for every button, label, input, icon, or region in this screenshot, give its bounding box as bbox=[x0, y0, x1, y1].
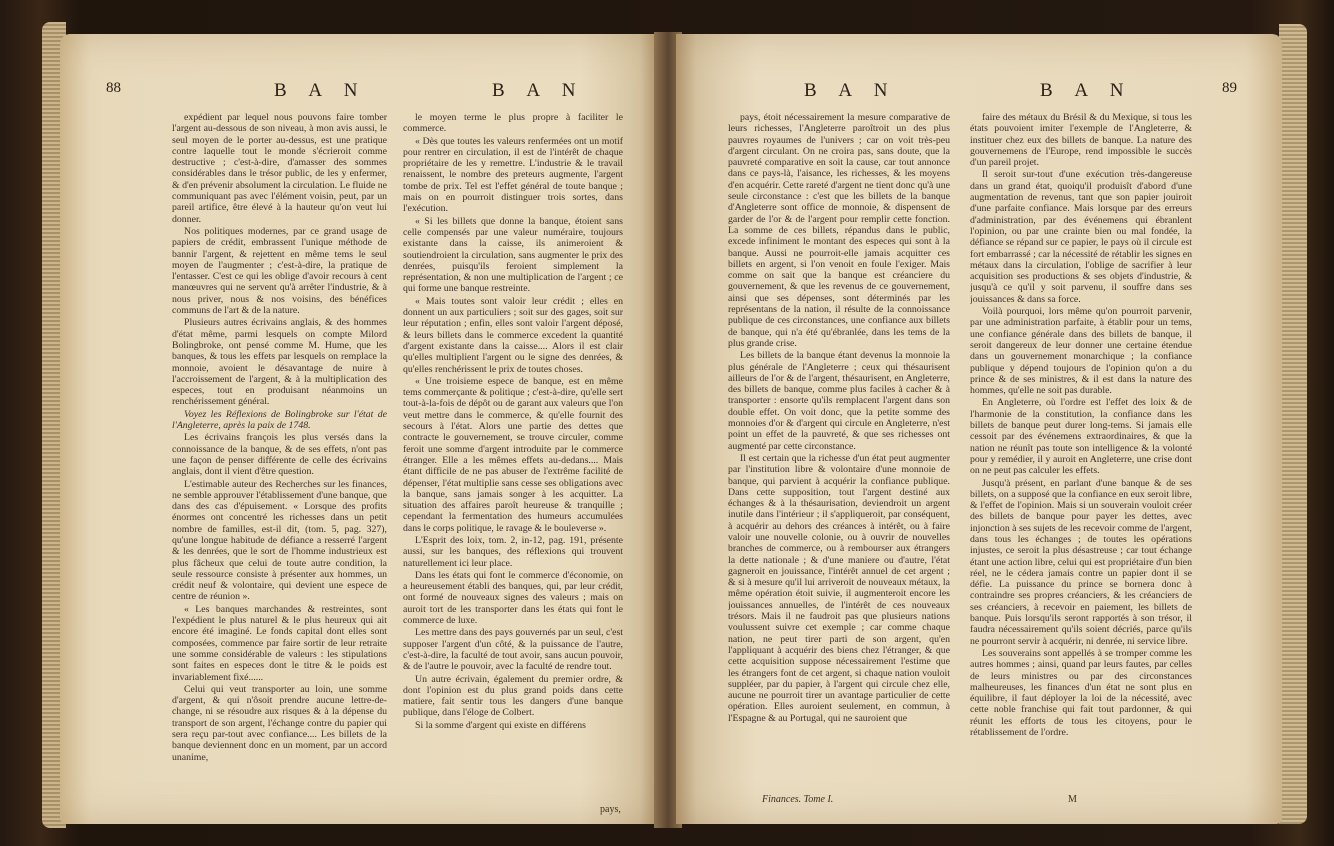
open-book bbox=[42, 18, 1307, 830]
paragraph: Voilà pourquoi, lors même qu'on pourroit parvenir, par une administration parfaite, à établir pour un tems, une confiance générale dans des billets de banque, il seroit dangereux de leur donner une certaine étendue dans un gouvernement monarchique ; la confiance publique y dépend toujours de l'opinion qu'on a du prince & de ses ministres, & il est dans la nature des hommes, qu'elle ne soit pas durable. bbox=[970, 306, 1192, 397]
paragraph: faire des métaux du Brésil & du Mexique, si tous les états pouvoient imiter l'exemple de l'Angleterre, & instituer chez eux des billets de banque. La nature des gouvernemens de l'Europe, rend impossible le succès d'un pareil projet. bbox=[970, 112, 1192, 169]
paragraph: pays, étoit nécessairement la mesure comparative de leurs richesses, l'Angleterre paroîtroit un des plus pauvres royaumes de l'univers ; car on voit très-peu d'argent circulant. On ne croira pas, sans doute, que la pauvreté comparative en soit la cause, car tout annonce dans ce pays-là, l'aisance, les richesses, & les moyens d'en acquérir. Cette rareté d'argent ne tient donc qu'à une seule circonstance : c'est que les billets de la banque d'Angleterre sont office de monnoie, & dispensent de garder de l'or & de l'argent pour remplir cette fonction. La somme de ces billets, répandus dans le public, excede infiniment le montant des especes qui sont à la banque. Aussi ne pourroit-elle jamais acquitter ces billets en argent, si l'on venoit en foule l'exiger. Mais comme on sait que la banque est créanciere du gouvernement, & que les revenus de ce gouvernement, ainsi que ses dépenses, sont déterminés par les représentans de la nation, il résulte de la connoissance publique de ces circonstances, une confiance aux billets de banque, qui n'a été qu'ébranlée, dans les tems de la plus grande crise. bbox=[728, 112, 950, 349]
running-head: B A N bbox=[804, 80, 897, 101]
left-page bbox=[60, 34, 660, 824]
paragraph: « Une troisieme espece de banque, est en même tems commerçante & politique ; c'est-à-dire, qu'elle sert tout-à-la-fois de dépôt ou de garant aux valeurs que l'on veut mettre dans le commerce, & qu'elle fournit des secours à l'état. Alors une partie des dettes que contracte le gouvernement, se trouve circuler, comme feroit une somme d'argent introduite par le commerce étranger. Elle a les mêmes effets au-dedans.... Mais étant difficile de ne pas abuser de l'extrême facilité de dépenser, l'état multiplie sans cesse ses obligations avec la banque, sans jamais songer à les acquitter. La situation des affaires paroît heureuse & tranquille ; cependant la fermentation des humeurs accumulées dans le corps politique, le ravage & le bouleverse ». bbox=[403, 375, 623, 534]
text-column-2 bbox=[970, 112, 1192, 802]
right-page bbox=[676, 34, 1282, 824]
paragraph: Un autre écrivain, également du premier ordre, & dont l'opinion est du plus grand poids dans cette matiere, fait sentir tous les dangers d'une banque publique, dans l'éloge de Colbert. bbox=[403, 673, 623, 719]
catchword: pays, bbox=[600, 804, 621, 815]
paragraph: « Les banques marchandes & restreintes, sont l'expédient le plus naturel & le plus heureux qui ait encore été imaginé. Le fonds capital dont elles sont composées, commence par faire sortir de leur retraite une somme considérable de valeurs : les stipulations sont faites en especes dont le titre & le poids est invariablement fixé...... bbox=[172, 603, 387, 683]
text-column-1 bbox=[728, 112, 950, 792]
running-head: B A N bbox=[1040, 80, 1133, 101]
paragraph: Jusqu'à présent, en parlant d'une banque & de ses billets, on a supposé que la confiance en eux seroit libre, & l'effet de l'opinion. Mais si un souverain vouloit créer des billets de banque pour payer les dettes, avec injonction à ses sujets de les recevoir comme de l'argent, dans tous les échanges ; de toutes les opérations injustes, ce seroit la plus désastreuse ; car tout échange étant une action libre, celui qui est propriétaire d'un bien réel, ne le cédera jamais contre un papier dont il se défie. La puissance du prince se bornera donc à contraindre ses propres créanciers, & les créanciers de ses créanciers, à recevoir en paiement, les billets de banque. Puis lorsqu'ils seront rapportés à son trésor, il faudra nécessairement qu'ils soient décriés, parce qu'ils ne pourront servir à acquérir, ni denrée, ni service libre. bbox=[970, 477, 1192, 647]
paragraph: Il est certain que la richesse d'un état peut augmenter par l'institution libre & volontaire d'une monnoie de banque, qui parvient à acquérir la confiance publique. Dans cette supposition, tout l'argent destiné aux échanges & à la thésaurisation, deviendroit un argent inutile dans l'intérieur ; il s'appliqueroit, par conséquent, à acquérir au dehors des créances à intérêt, ou à faire valoir une nouvelle colonie, ou à ouvrir de nouvelles branches de commerce, ou à rembourser aux étrangers la dette nationale ; & d'une maniere ou d'autre, l'état gagneroit en jouissance, l'intérêt annuel de cet argent ; & si à mesure qu'il lui arriveroit de nouveaux métaux, la même opération étoit suivie, il augmenteroit encore les jouissances annuelles, de l'intérêt de ces nouveaux trésors. Mais il ne faudroit pas que plusieurs nations voulussent suivre cet exemple ; car comme chaque nation, ne peut tirer parti de son argent, qu'en l'appliquant à acquérir des biens chez l'étranger, & que cette acquisition suppose nécessairement l'estime que les étrangers font de cet argent, si chaque nation vouloit suppléer, par du papier, à l'argent qui circule chez elle, aucune ne pourroit tirer un avantage particulier de cette opération. Elles auroient seulement, en commun, à l'Espagne & au Portugal, qui ne sauroient que bbox=[728, 452, 950, 724]
paragraph: Les mettre dans des pays gouvernés par un seul, c'est supposer l'argent d'un côté, & la puissance de l'autre, c'est-à-dire, la faculté de tout avoir, sans aucun pouvoir, & de l'autre le pouvoir, avec la faculté de rendre tout. bbox=[403, 627, 623, 673]
paragraph: Il seroit sur-tout d'une exécution très-dangereuse dans un grand état, quoiqu'il produisît d'abord d'une augmentation de revenus, tant que son papier jouiroit d'une parfaite confiance. Mais lorsque par des erreurs d'administration, par des événemens qui ébranlent l'opinion, ou par une crainte bien ou mal fondée, la défiance se répand sur ce papier, le pays où il circule est fort embarrassé ; car la nécessité de rétablir les signes en métaux dans la circulation, l'oblige de sacrifier à leur acquisition ses productions & ses objets d'industrie, & jusqu'à ce qu'il y soit parvenu, il souffre dans ses jouissances & dans sa force. bbox=[970, 169, 1192, 305]
paragraph: Les billets de la banque étant devenus la monnoie la plus générale de l'Angleterre ; ceux qui thésaurisent ailleurs de l'or & de l'argent, thésaurisent, en Angleterre, des billets de banque, comme plus faciles à cacher & à transporter : ensorte qu'ils remplacent l'argent dans son double effet. On voit donc, que la petite somme des monnoies d'or & d'argent qui circule en Angleterre, n'est point un effet de la pauvreté, & que ses richesses ont augmenté par cette circonstance. bbox=[728, 350, 950, 452]
running-head: B A N bbox=[274, 80, 367, 101]
text-column-2 bbox=[403, 112, 623, 802]
paragraph: expédient par lequel nous pouvons faire tomber l'argent au-dessous de son niveau, à mon avis aussi, le seul moyen de le porter au-dessus, est une pratique contre laquelle tout le monde s'écrieroit comme destructive ; c'est-à-dire, d'amasser des sommes considérables dans le trésor public, de les y enfermer, & d'en prévenir absolument la circulation. Le fluide ne communiquant pas avec l'élément voisin, peut, par un pareil artifice, être élevé à la hauteur qu'on veut lui donner. bbox=[172, 112, 387, 225]
paragraph: Celui qui veut transporter au loin, une somme d'argent, & qui n'ôsoit prendre aucune lettre-de-change, ni se résoudre aux risques & à la dépense du transport de son argent, l'échange contre du papier qui sera reçu par-tout avec confiance.... Les billets de la banque deviennent donc en un moment, par un accord unanime, bbox=[172, 683, 387, 763]
paragraph: L'Esprit des loix, tom. 2, in-12, pag. 191, présente aussi, sur les banques, des réflexions qui trouvent naturellement ici leur place. bbox=[403, 534, 623, 569]
running-head: B A N bbox=[492, 80, 585, 101]
paragraph: Les écrivains françois les plus versés dans la connoissance de la banque, & de ses effets, n'ont pas une façon de penser différente de celle des écrivains anglais, dont il vient d'être question. bbox=[172, 432, 387, 478]
page-number: 89 bbox=[1222, 80, 1237, 96]
paragraph: Les souverains sont appellés à se tromper comme les autres hommes ; ainsi, quand par leurs fautes, par celles de leurs ministres ou par des circonstances malheureuses, les finances d'un état ne sont plus en équilibre, il faut déployer la loi de la nécessité, avec cette noble franchise qui fait tout pardonner, & qui réunit les efforts de tous les citoyens, pour le rétablissement de l'ordre. bbox=[970, 647, 1192, 739]
signature-mark: M bbox=[1068, 794, 1077, 805]
right-page-edges bbox=[1279, 24, 1307, 824]
paragraph: le moyen terme le plus propre à faciliter le commerce. bbox=[403, 112, 623, 135]
paragraph: Plusieurs autres écrivains anglais, & des hommes d'état même, parmi lesquels on compte Milord Bolingbroke, ont pensé comme M. Hume, que les banques, & tous les effets par lesquels on remplace la monnoie, avoient le désavantage de nuire à l'accroissement de l'argent, & à la multiplication des especes, tout en produisant néanmoins un renchérissement général. bbox=[172, 317, 387, 408]
paragraph: « Mais toutes sont valoir leur crédit ; elles en donnent un aux particuliers ; soit sur des gages, soit sur leur réputation ; enfin, elles sont valoir l'argent déposé, & leurs billets dans le commerce excedent la quantité d'argent existante dans la caisse.... Alors il est clair qu'elles multiplient l'argent ou le signe des denrées, & qu'elles renchérissent le prix de toutes choses. bbox=[403, 295, 623, 375]
paragraph: En Angleterre, où l'ordre est l'effet des loix & de l'harmonie de la constitution, la confiance dans les billets de banque peut durer long-tems. Si jamais elle cessoit par des événemens extraordinaires, & que la nation ne réunît pas toute son intelligence & la volonté pour y remédier, il y auroit en Angleterre, une crise dont on ne peut pas calculer les effets. bbox=[970, 397, 1192, 477]
paragraph: Si la somme d'argent qui existe en différens bbox=[415, 719, 586, 731]
paragraph: « Dès que toutes les valeurs renfermées ont un motif pour rentrer en circulation, il est de l'intérêt de chaque propriétaire de les y remettre. L'industrie & le travail renaissent, le nombre des preteurs augmente, l'argent tombe de prix. Tel est l'effet général de toute banque ; mais on en pourroit distinguer trois sortes, dans l'exécution. bbox=[403, 135, 623, 215]
paragraph: Voyez les Réflexions de Bolingbroke sur l'état de l'Angleterre, après la paix de 1748. bbox=[172, 408, 387, 432]
paragraph: « Si les billets que donne la banque, étoient sans celle compensés par une valeur numéraire, toujours existante dans la caisse, ils animeroient & soutiendroient la circulation, sans augmenter le prix des denrées, puisqu'ils feroient simplement la représentation, & non une multiplication de l'argent ; ce qui forme une banque restreinte. bbox=[403, 215, 623, 295]
text-column-1 bbox=[172, 112, 387, 802]
paragraph: Nos politiques modernes, par ce grand usage de papiers de crédit, embrassent l'unique méthode de bannir l'argent, & rejettent en même tems le seul moyen de l'augmenter ; c'est-à-dire, la pratique de l'entasser. C'est ce qui les oblige d'avoir recours à cent manœuvres qui ne servent qu'à arrêter l'industrie, & à nous priver, nous & nos voisins, des bénéfices communs de l'art & de la nature. bbox=[172, 225, 387, 317]
paragraph: Dans les états qui font le commerce d'économie, on a heureusement établi des banques, qui, par leur crédit, ont formé de nouveaux signes des valeurs ; mais on auroit tort de les transporter dans les états qui font le commerce de luxe. bbox=[403, 569, 623, 627]
paragraph: L'estimable auteur des Recherches sur les finances, ne semble approuver l'établissement d'une banque, que dans des cas d'épuisement. « Lorsque des profits énormes ont concentré les richesses dans un petit nombre de familles, est-il dit, (tom. 5, pag. 327), qu'une longue habitude de défiance a resserré l'argent & les denrées, que le sort de l'homme industrieux est plus fâcheux que celui de toute autre condition, la seule ressource consiste à présenter aux hommes, un crédit neuf & volontaire, qui devient une espece de centre de réunion ». bbox=[172, 478, 387, 603]
footer-title: Finances. Tome I. bbox=[762, 794, 834, 805]
page-number: 88 bbox=[106, 80, 121, 96]
